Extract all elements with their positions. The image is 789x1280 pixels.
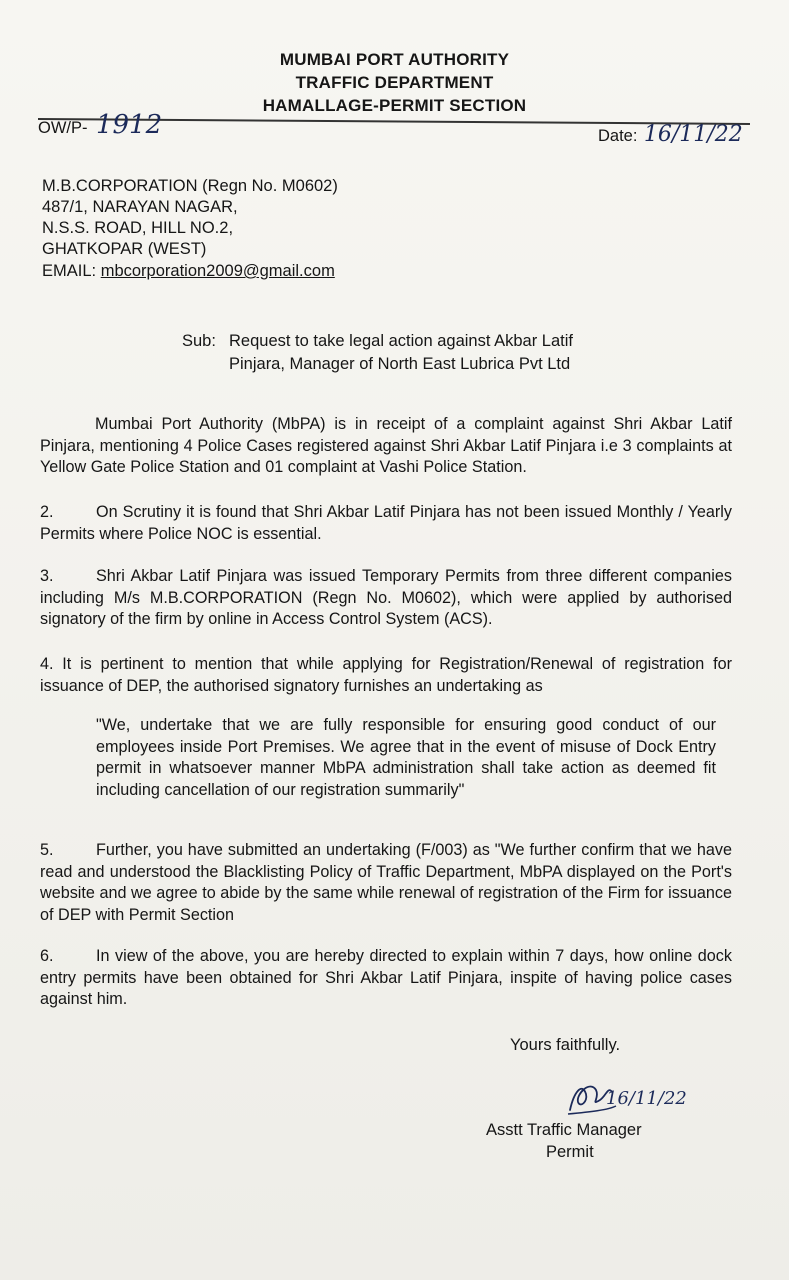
address-line-1: M.B.CORPORATION (Regn No. M0602) [42, 177, 338, 195]
paragraph-1 [40, 414, 732, 479]
closing-designation: Asstt Traffic Manager [486, 1121, 642, 1139]
paragraph-5 [40, 840, 732, 926]
paragraph-3-number: 3. [40, 567, 54, 585]
paragraph-2-text: On Scrutiny it is found that Shri Akbar Latif Pinjara has not been issued Monthly / Yearly Permits where Police NOC is essential. [40, 503, 732, 543]
email-link[interactable]: mbcorporation2009@gmail.com [100, 262, 335, 280]
reference-label: OW/P- [38, 119, 88, 137]
paragraph-6-number: 6. [40, 947, 54, 965]
undertaking-quote [96, 715, 716, 801]
reference [38, 110, 162, 140]
address-line-2: 487/1, NARAYAN NAGAR, [42, 198, 238, 216]
header-section: HAMALLAGE-PERMIT SECTION [262, 96, 527, 115]
header-department: TRAFFIC DEPARTMENT [295, 73, 494, 92]
subject-line-2: Pinjara, Manager of North East Lubrica Pvt Ltd [229, 355, 571, 373]
closing-section: Permit [546, 1143, 594, 1161]
date-label: Date: [598, 127, 638, 145]
header-org: MUMBAI PORT AUTHORITY [279, 50, 510, 69]
paragraph-5-number: 5. [40, 841, 54, 859]
closing-salutation: Yours faithfully. [510, 1036, 621, 1054]
reference-number: 1912 [95, 110, 163, 140]
paragraph-6-text: In view of the above, you are hereby directed to explain within 7 days, how online dock entry permits have been obtained for Shri Akbar Latif Pinjara, inspite of having police cases against him. [40, 947, 732, 1008]
paragraph-4-text: 4. It is pertinent to mention that while applying for Registration/Renewal of registration for issuance of DEP, the authorised signatory furnishes an undertaking as [40, 655, 732, 695]
email-label: EMAIL: [42, 262, 97, 280]
address-line-4: GHATKOPAR (WEST) [42, 240, 207, 258]
undertaking-quote-text: "We, undertake that we are fully responsible for ensuring good conduct of our employees inside Port Premises. We agree that in the event of misuse of Dock Entry permit in whatsoever manner MbPA administration shall take action as deemed fit including cancellation of our registration summarily" [96, 716, 716, 799]
paragraph-3-text: Shri Akbar Latif Pinjara was issued Temporary Permits from three different companies including M/s M.B.CORPORATION (Regn No. M0602), which were applied by authorised signatory of the firm by online in Access Control System (ACS). [40, 567, 732, 628]
paragraph-2 [40, 502, 732, 545]
paragraph-3 [40, 566, 732, 631]
paragraph-2-number: 2. [40, 503, 54, 521]
paragraph-4 [40, 654, 732, 697]
date-value: 16/11/22 [643, 122, 743, 147]
address-email [42, 261, 335, 282]
paragraph-6 [40, 946, 732, 1011]
signature-date: 16/11/22 [606, 1088, 687, 1109]
paragraph-1-text: Mumbai Port Authority (MbPA) is in receipt of a complaint against Shri Akbar Latif Pinjara, mentioning 4 Police Cases registered against Shri Akbar Latif Pinjara i.e 3 complaints at Yellow Gate Police Station and 01 complaint at Vashi Police Station. [40, 415, 732, 476]
paragraph-5-text: Further, you have submitted an undertaking (F/003) as "We further confirm that we have read and understood the Blacklisting Policy of Traffic Department, MbPA displayed on the Port's website and we agree to abide by the same while renewal of registration of the Firm for issuance of DEP with Permit Section [40, 841, 732, 924]
subject-line-1: Request to take legal action against Akbar Latif [229, 332, 573, 350]
date [598, 122, 743, 147]
subject-label: Sub: [182, 332, 216, 350]
address-line-3: N.S.S. ROAD, HILL NO.2, [42, 219, 234, 237]
